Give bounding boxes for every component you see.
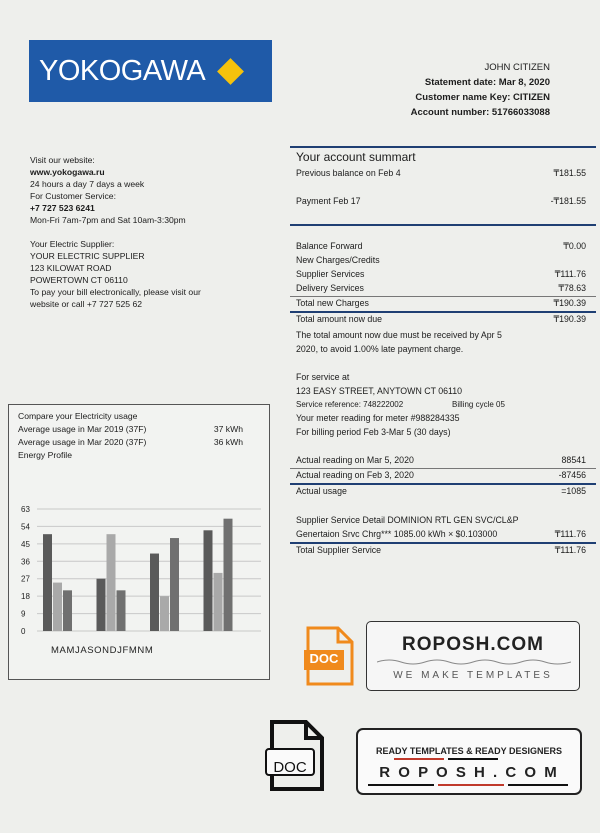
bar-previous-year: [150, 554, 159, 631]
bar-other: [224, 519, 233, 631]
customer-header: [411, 60, 550, 120]
website-link[interactable]: www.yokogawa.ru: [30, 167, 105, 178]
y-tick-label: 18: [21, 592, 30, 602]
actual-usage-label: Actual usage: [296, 486, 347, 496]
total-supplier-label: Total Supplier Service: [296, 545, 382, 555]
diamond-icon: [217, 58, 244, 85]
usage-compare-panel: [8, 404, 270, 680]
bar-current-year: [53, 583, 62, 631]
usage-2019-value: 37 kWh: [213, 424, 243, 434]
usage-2019-row: [18, 424, 243, 434]
divider: [290, 468, 596, 469]
black-stripe: [508, 784, 568, 786]
y-tick-label: 63: [21, 505, 30, 514]
y-tick-label: 54: [21, 522, 30, 532]
compare-title-row: [18, 411, 243, 421]
delivery-services-label: Delivery Services: [296, 283, 364, 293]
y-tick-label: 0: [21, 627, 26, 636]
bar-previous-year: [204, 530, 213, 631]
compare-title: Compare your Electricity usage: [18, 411, 138, 421]
roposh-tagline: WE MAKE TEMPLATES: [393, 670, 553, 681]
bar-other: [117, 590, 126, 631]
payment-amount: -₸181.55: [550, 196, 586, 206]
bar-current-year: [160, 596, 169, 631]
total-supplier-amount: ₸111.76: [554, 545, 586, 555]
x-category-label: MAMJASONDJFMNM: [51, 645, 154, 656]
previous-balance-label: Previous balance on Feb 4: [296, 168, 401, 178]
profile-label-row: [18, 450, 243, 460]
usage-2020-label: Average usage in Mar 2020 (37F): [18, 437, 147, 447]
due-note-2: 2020, to avoid 1.00% late payment charge.: [296, 344, 464, 354]
bar-previous-year: [43, 534, 52, 631]
previous-balance-amount: ₸181.55: [553, 168, 586, 178]
due-note-1: The total amount now due must be received by Apr 5: [296, 330, 502, 340]
actual-reading-mar-label: Actual reading on Mar 5, 2020: [296, 455, 414, 465]
billing-period: For billing period Feb 3-Mar 5 (30 days): [296, 427, 451, 437]
supplier-services-amount: ₸111.76: [554, 269, 586, 279]
supplier-street: 123 KILOWAT ROAD: [30, 262, 112, 273]
billing-cycle: Billing cycle 05: [452, 400, 505, 409]
balance-forward-label: Balance Forward: [296, 241, 363, 251]
divider: [290, 224, 596, 226]
supplier-services-row: [296, 269, 586, 280]
actual-reading-feb-row: [296, 470, 586, 480]
total-new-charges-amount: ₸190.39: [553, 298, 586, 308]
summary-title: Your account summart: [296, 150, 416, 164]
company-logo: [29, 40, 272, 102]
generation-amount: ₸111.76: [554, 529, 586, 539]
bar-current-year: [214, 573, 223, 631]
supplier-label: Your Electric Supplier:: [30, 238, 115, 249]
meter-reading: Your meter reading for meter #988284335: [296, 413, 460, 423]
doc-label-dark: DOC: [273, 759, 307, 776]
statement-date: Statement date: Mar 8, 2020: [424, 77, 550, 88]
service-hours: Mon-Fri 7am-7pm and Sat 10am-3:30pm: [30, 215, 186, 226]
black-stripe: [448, 758, 498, 760]
pay-line-1: To pay your bill electronically, please visit our: [30, 286, 201, 297]
total-new-charges-row: [296, 298, 586, 309]
total-due-label: Total amount now due: [296, 314, 383, 324]
energy-profile-chart: [9, 501, 269, 661]
balance-forward-amount: ₸0.00: [563, 241, 586, 251]
divider: [290, 483, 596, 485]
actual-usage-value: =1085: [561, 486, 586, 496]
wave-divider: [377, 658, 571, 666]
payment-label: Payment Feb 17: [296, 196, 361, 206]
usage-2020-row: [18, 437, 243, 447]
visit-label: Visit our website:: [30, 155, 95, 165]
divider: [290, 311, 596, 313]
contact-info: [30, 154, 201, 310]
delivery-services-row: [296, 283, 586, 294]
actual-reading-feb-value: -87456: [558, 470, 586, 480]
divider: [290, 542, 596, 544]
divider: [290, 296, 596, 297]
red-stripe: [438, 784, 504, 786]
usage-2020-value: 36 kWh: [213, 437, 243, 447]
profile-label: Energy Profile: [18, 450, 72, 460]
usage-2019-label: Average usage in Mar 2019 (37F): [18, 424, 147, 434]
supplier-name: YOUR ELECTRIC SUPPLIER: [30, 250, 145, 261]
actual-usage-row: [296, 486, 586, 496]
service-address: 123 EASY STREET, ANYTOWN CT 06110: [296, 386, 463, 396]
balance-forward-row: [296, 241, 586, 252]
y-tick-label: 27: [21, 574, 30, 584]
previous-balance-row: [296, 168, 586, 179]
roposh-url: R O P O S H . C O M: [379, 764, 559, 781]
hours: 24 hours a day 7 days a week: [30, 179, 145, 190]
payment-row: [296, 196, 586, 207]
generation-label: Genertaion Srvc Chrg*** 1085.00 kWh × $0.103000: [296, 529, 498, 539]
bar-other: [63, 590, 72, 631]
delivery-services-amount: ₸78.63: [558, 283, 586, 293]
pay-line-2: website or call +7 727 525 62: [30, 299, 143, 310]
doc-file-icon-dark: [262, 719, 326, 793]
total-due-amount: ₸190.39: [553, 314, 586, 324]
divider: [290, 146, 596, 148]
total-supplier-row: [296, 545, 586, 556]
service-reference: Service reference: 748222002: [296, 400, 404, 409]
roposh-title: ROPOSH.COM: [402, 634, 544, 655]
actual-reading-mar-row: [296, 455, 586, 465]
service-label: For service at: [296, 372, 350, 382]
new-charges-label: New Charges/Credits: [296, 255, 380, 265]
bar-other: [170, 538, 179, 631]
customer-name: JOHN CITIZEN: [484, 62, 550, 73]
total-due-row: [296, 314, 586, 325]
account-number: Account number: 51766033088: [410, 107, 550, 118]
supplier-city: POWERTOWN CT 06110: [30, 274, 128, 285]
y-tick-label: 45: [21, 539, 30, 549]
black-stripe: [368, 784, 434, 786]
total-new-charges-label: Total new Charges: [296, 298, 369, 308]
service-label: For Customer Service:: [30, 191, 116, 202]
doc-label: DOC: [309, 651, 339, 666]
roposh-banner[interactable]: [366, 621, 580, 691]
y-tick-label: 36: [21, 557, 30, 567]
bar-current-year: [107, 534, 116, 631]
bar-previous-year: [97, 579, 106, 631]
phone: +7 727 523 6241: [30, 203, 95, 214]
actual-reading-feb-label: Actual reading on Feb 3, 2020: [296, 470, 414, 480]
ready-templates-banner[interactable]: [356, 728, 582, 795]
supplier-detail-title: Supplier Service Detail DOMINION RTL GEN SVC/CL&P: [296, 515, 519, 525]
company-name: YOKOGAWA: [39, 54, 206, 87]
red-stripe: [394, 758, 444, 760]
supplier-services-label: Supplier Services: [296, 269, 365, 279]
ready-text: READY TEMPLATES & READY DESIGNERS: [375, 746, 563, 756]
customer-name-key: Customer name Key: CITIZEN: [415, 92, 550, 103]
actual-reading-mar-value: 88541: [561, 455, 586, 465]
y-tick-label: 9: [21, 609, 26, 619]
generation-row: [296, 529, 586, 540]
